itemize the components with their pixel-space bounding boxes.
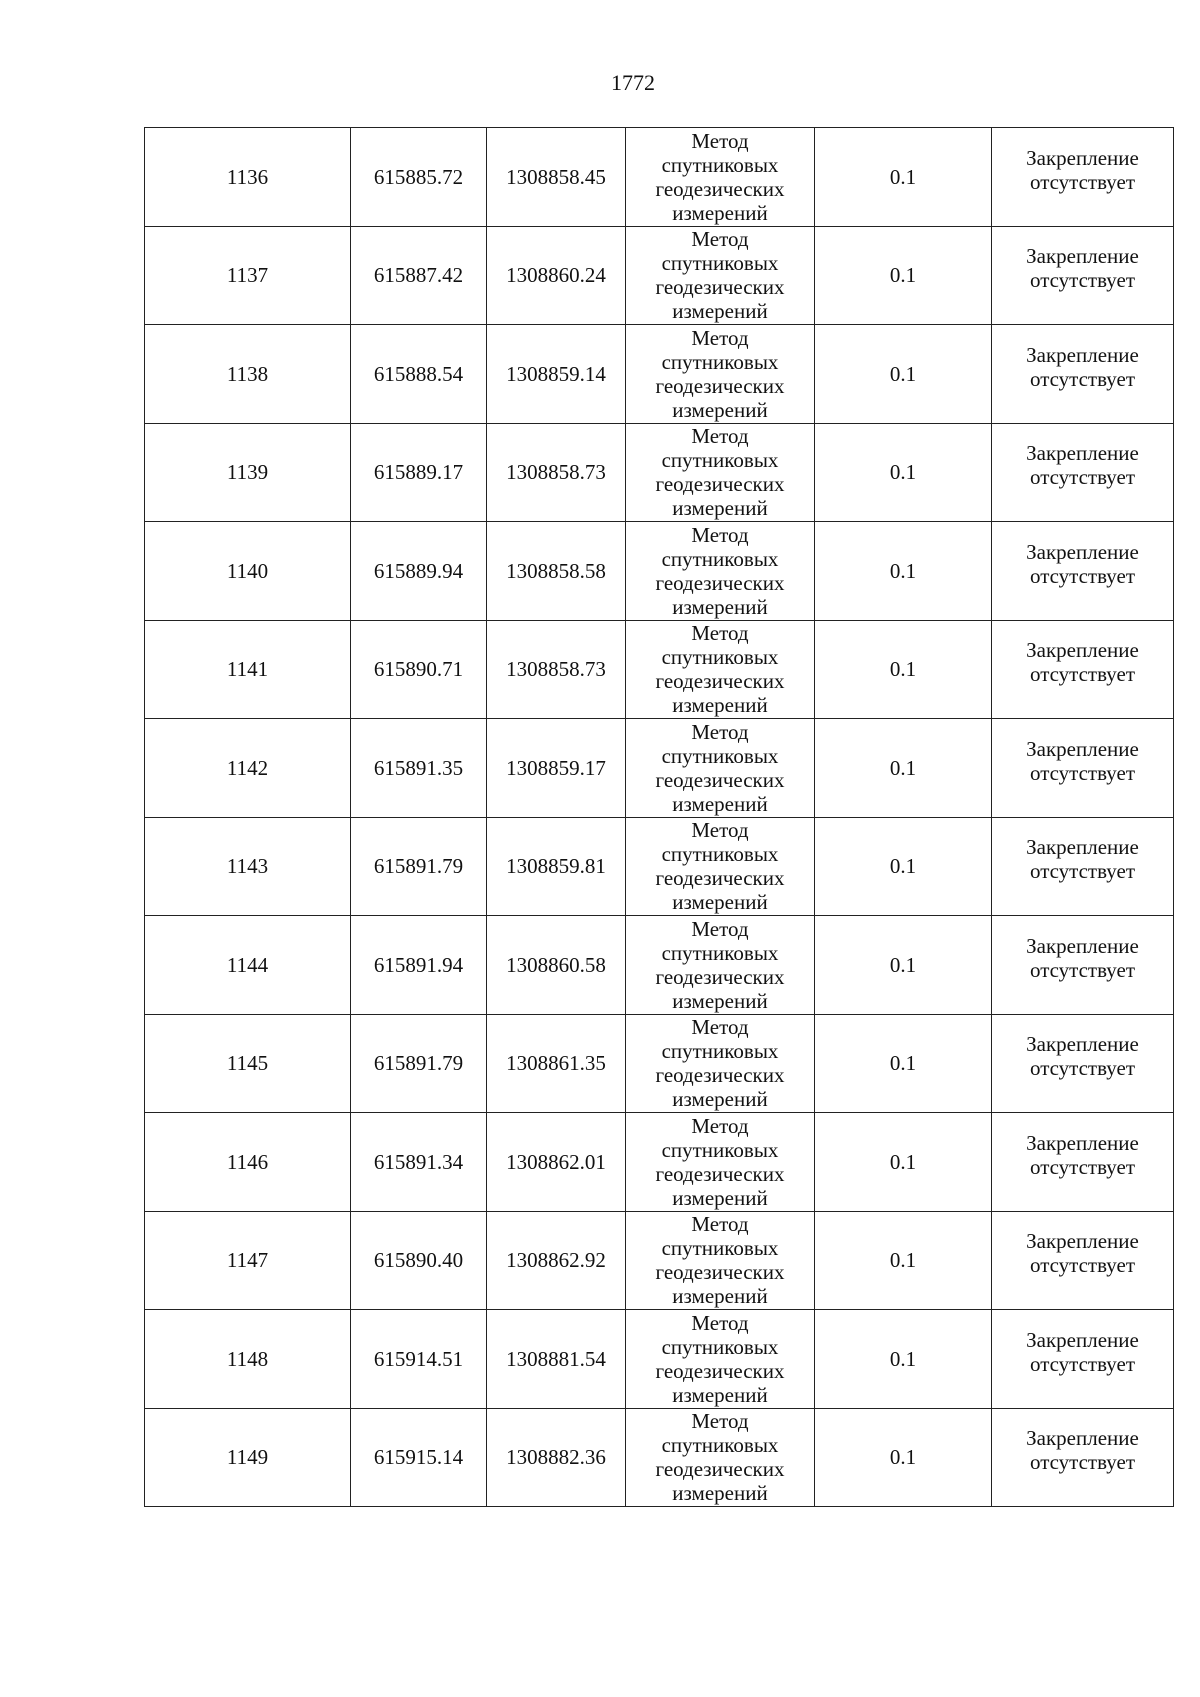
point-id-cell: 1138 — [145, 325, 351, 424]
table-body — [145, 128, 1174, 1507]
table-row — [145, 128, 1174, 227]
method-cell — [626, 522, 815, 621]
y-coordinate-cell: 1308860.58 — [487, 916, 626, 1015]
accuracy-cell: 0.1 — [815, 522, 992, 621]
method-text: Метод спутниковых геодезических измерений — [655, 424, 785, 521]
y-coordinate-cell: 1308860.24 — [487, 226, 626, 325]
y-coordinate-cell: 1308861.35 — [487, 1014, 626, 1113]
method-cell — [626, 128, 815, 227]
fixing-cell — [992, 423, 1174, 522]
method-text: Метод спутниковых геодезических измерений — [655, 1113, 785, 1210]
y-coordinate-cell: 1308859.14 — [487, 325, 626, 424]
x-coordinate-cell: 615915.14 — [351, 1408, 487, 1507]
fixing-cell — [992, 522, 1174, 621]
x-coordinate-cell: 615914.51 — [351, 1310, 487, 1409]
x-coordinate-cell: 615890.40 — [351, 1211, 487, 1310]
table-row — [145, 916, 1174, 1015]
fixing-text: Закрепление отсутствует — [1026, 736, 1139, 785]
y-coordinate-cell: 1308858.73 — [487, 423, 626, 522]
point-id-cell: 1149 — [145, 1408, 351, 1507]
accuracy-cell: 0.1 — [815, 128, 992, 227]
fixing-text: Закрепление отсутствует — [1026, 145, 1139, 194]
table-row — [145, 325, 1174, 424]
fixing-text: Закрепление отсутствует — [1026, 1229, 1139, 1278]
method-cell — [626, 1310, 815, 1409]
point-id-cell: 1141 — [145, 620, 351, 719]
point-id-cell: 1137 — [145, 226, 351, 325]
x-coordinate-cell: 615885.72 — [351, 128, 487, 227]
accuracy-cell: 0.1 — [815, 325, 992, 424]
fixing-cell — [992, 1310, 1174, 1409]
x-coordinate-cell: 615891.79 — [351, 1014, 487, 1113]
table-row — [145, 817, 1174, 916]
y-coordinate-cell: 1308858.45 — [487, 128, 626, 227]
x-coordinate-cell: 615891.94 — [351, 916, 487, 1015]
table-row — [145, 620, 1174, 719]
table-row — [145, 1113, 1174, 1212]
fixing-cell — [992, 817, 1174, 916]
method-text: Метод спутниковых геодезических измерений — [655, 719, 785, 816]
method-text: Метод спутниковых геодезических измерений — [655, 818, 785, 915]
x-coordinate-cell: 615889.94 — [351, 522, 487, 621]
x-coordinate-cell: 615888.54 — [351, 325, 487, 424]
y-coordinate-cell: 1308859.81 — [487, 817, 626, 916]
table-row — [145, 1211, 1174, 1310]
point-id-cell: 1146 — [145, 1113, 351, 1212]
table-row — [145, 522, 1174, 621]
fixing-text: Закрепление отсутствует — [1026, 342, 1139, 391]
accuracy-cell: 0.1 — [815, 620, 992, 719]
fixing-cell — [992, 916, 1174, 1015]
fixing-text: Закрепление отсутствует — [1026, 1327, 1139, 1376]
x-coordinate-cell: 615891.34 — [351, 1113, 487, 1212]
x-coordinate-cell: 615891.79 — [351, 817, 487, 916]
method-text: Метод спутниковых геодезических измерений — [655, 1015, 785, 1112]
method-cell — [626, 423, 815, 522]
fixing-cell — [992, 1014, 1174, 1113]
y-coordinate-cell: 1308882.36 — [487, 1408, 626, 1507]
method-cell — [626, 226, 815, 325]
point-id-cell: 1136 — [145, 128, 351, 227]
accuracy-cell: 0.1 — [815, 1408, 992, 1507]
table-row — [145, 1310, 1174, 1409]
x-coordinate-cell: 615887.42 — [351, 226, 487, 325]
table-row — [145, 719, 1174, 818]
accuracy-cell: 0.1 — [815, 1310, 992, 1409]
page-number: 1772 — [611, 70, 655, 95]
table-row — [145, 1014, 1174, 1113]
coordinates-table — [144, 127, 1174, 1507]
method-text: Метод спутниковых геодезических измерений — [655, 1212, 785, 1309]
y-coordinate-cell: 1308862.92 — [487, 1211, 626, 1310]
x-coordinate-cell: 615891.35 — [351, 719, 487, 818]
method-text: Метод спутниковых геодезических измерений — [655, 621, 785, 718]
fixing-text: Закрепление отсутствует — [1026, 441, 1139, 490]
accuracy-cell: 0.1 — [815, 719, 992, 818]
fixing-text: Закрепление отсутствует — [1026, 1426, 1139, 1475]
accuracy-cell: 0.1 — [815, 1211, 992, 1310]
method-cell — [626, 1014, 815, 1113]
fixing-cell — [992, 325, 1174, 424]
fixing-text: Закрепление отсутствует — [1026, 244, 1139, 293]
method-cell — [626, 817, 815, 916]
method-cell — [626, 1408, 815, 1507]
fixing-text: Закрепление отсутствует — [1026, 835, 1139, 884]
point-id-cell: 1147 — [145, 1211, 351, 1310]
fixing-cell — [992, 128, 1174, 227]
method-cell — [626, 1211, 815, 1310]
point-id-cell: 1143 — [145, 817, 351, 916]
accuracy-cell: 0.1 — [815, 817, 992, 916]
accuracy-cell: 0.1 — [815, 1113, 992, 1212]
y-coordinate-cell: 1308858.58 — [487, 522, 626, 621]
fixing-text: Закрепление отсутствует — [1026, 1130, 1139, 1179]
x-coordinate-cell: 615890.71 — [351, 620, 487, 719]
y-coordinate-cell: 1308858.73 — [487, 620, 626, 719]
fixing-cell — [992, 1408, 1174, 1507]
point-id-cell: 1139 — [145, 423, 351, 522]
method-text: Метод спутниковых геодезических измерений — [655, 325, 785, 422]
method-cell — [626, 916, 815, 1015]
accuracy-cell: 0.1 — [815, 916, 992, 1015]
method-text: Метод спутниковых геодезических измерений — [655, 227, 785, 324]
accuracy-cell: 0.1 — [815, 423, 992, 522]
x-coordinate-cell: 615889.17 — [351, 423, 487, 522]
point-id-cell: 1144 — [145, 916, 351, 1015]
point-id-cell: 1140 — [145, 522, 351, 621]
fixing-text: Закрепление отсутствует — [1026, 539, 1139, 588]
y-coordinate-cell: 1308862.01 — [487, 1113, 626, 1212]
method-cell — [626, 1113, 815, 1212]
method-cell — [626, 325, 815, 424]
fixing-cell — [992, 1113, 1174, 1212]
y-coordinate-cell: 1308859.17 — [487, 719, 626, 818]
fixing-cell — [992, 226, 1174, 325]
table-row — [145, 423, 1174, 522]
method-text: Метод спутниковых геодезических измерений — [655, 522, 785, 619]
y-coordinate-cell: 1308881.54 — [487, 1310, 626, 1409]
fixing-cell — [992, 1211, 1174, 1310]
method-text: Метод спутниковых геодезических измерений — [655, 916, 785, 1013]
method-text: Метод спутниковых геодезических измерений — [655, 128, 785, 225]
table-row — [145, 226, 1174, 325]
fixing-text: Закрепление отсутствует — [1026, 933, 1139, 982]
point-id-cell: 1148 — [145, 1310, 351, 1409]
point-id-cell: 1145 — [145, 1014, 351, 1113]
fixing-text: Закрепление отсутствует — [1026, 638, 1139, 687]
accuracy-cell: 0.1 — [815, 226, 992, 325]
method-text: Метод спутниковых геодезических измерений — [655, 1310, 785, 1407]
point-id-cell: 1142 — [145, 719, 351, 818]
fixing-text: Закрепление отсутствует — [1026, 1032, 1139, 1081]
method-cell — [626, 620, 815, 719]
fixing-cell — [992, 620, 1174, 719]
method-cell — [626, 719, 815, 818]
fixing-cell — [992, 719, 1174, 818]
method-text: Метод спутниковых геодезических измерений — [655, 1409, 785, 1506]
accuracy-cell: 0.1 — [815, 1014, 992, 1113]
table-row — [145, 1408, 1174, 1507]
